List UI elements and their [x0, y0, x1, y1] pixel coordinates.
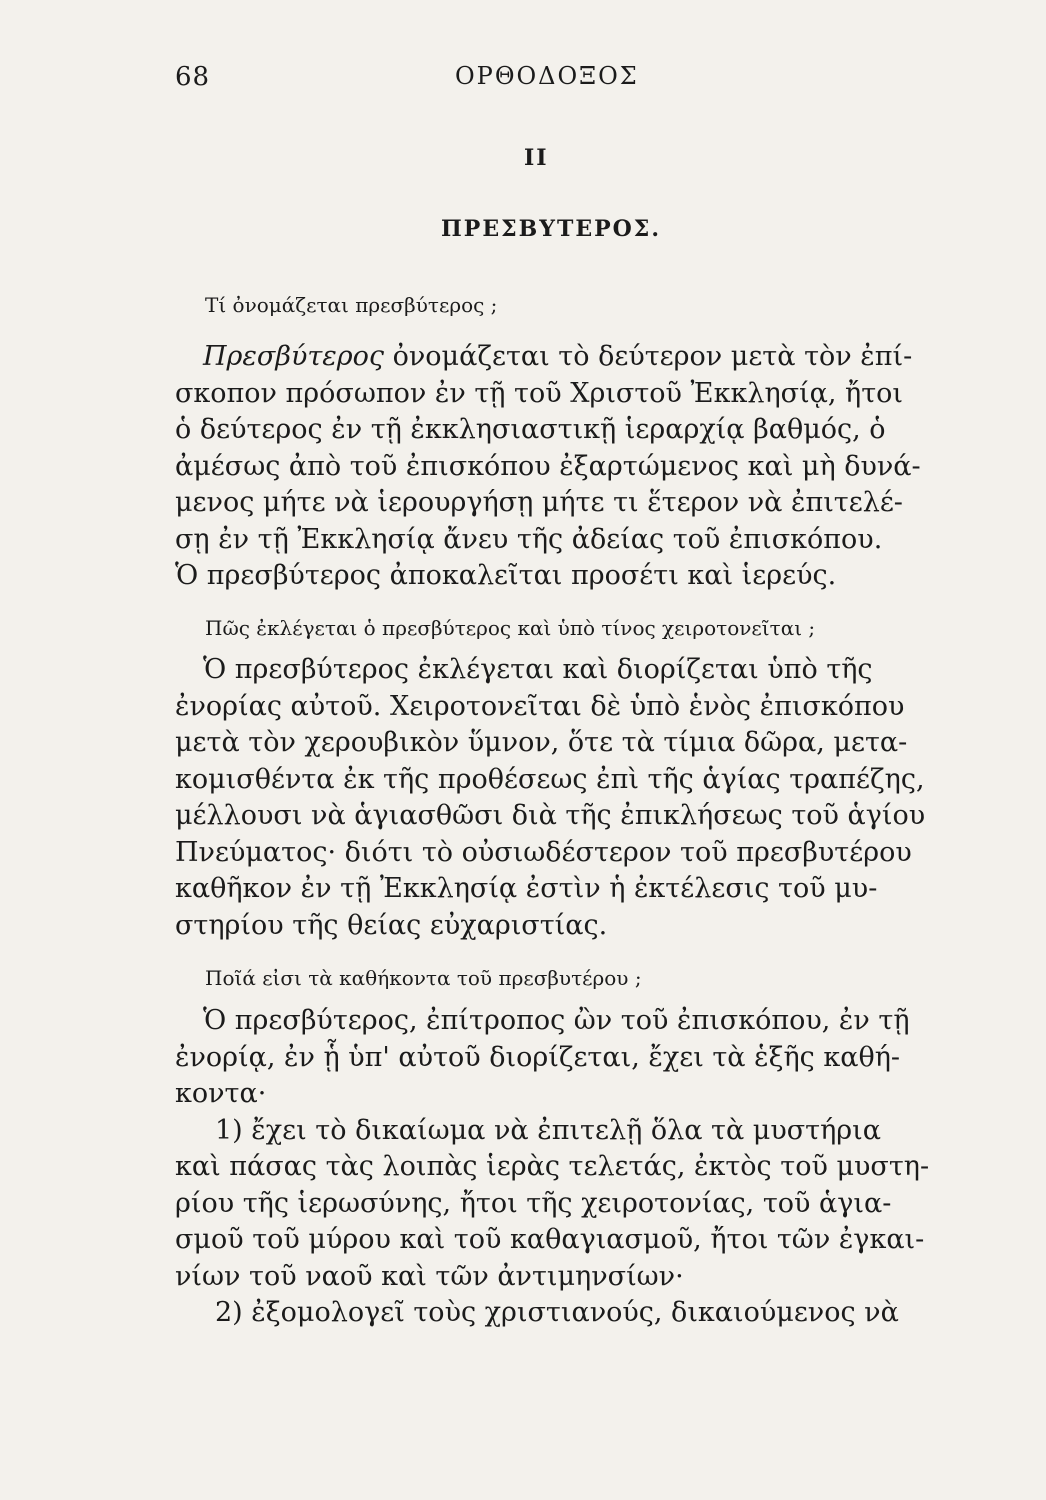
answer-1-line-5: μενος μήτε νὰ ἱερουργήσῃ μήτε τι ἕτερον νὰ ἐπιτελέ-	[175, 487, 903, 518]
answer-2-line-6: Πνεύματος· διότι τὸ οὐσιωδέστερον τοῦ πρεσβυτέρου	[175, 836, 912, 868]
answer-3	[175, 1003, 930, 1332]
section-number: II	[524, 145, 549, 171]
question-1: Τί ὀνομάζεται πρεσβύτερος ;	[205, 293, 498, 317]
answer-1-term: Πρεσβύτερος	[203, 341, 385, 372]
answer-2-line-8: στηρίου τῆς θείας εὐχαριστίας.	[175, 909, 608, 941]
running-title: ΟΡΘΟΔΟΞΟΣ	[455, 62, 639, 90]
answer-2-line-5: μέλλουσι νὰ ἁγιασθῶσι διὰ τῆς ἐπικλήσεως τοῦ ἁγίου	[175, 800, 926, 831]
answer-3-line-8: νίων τοῦ ναοῦ καὶ τῶν ἀντιμηνσίων·	[175, 1260, 684, 1292]
answer-1-line-6: σῃ ἐν τῇ Ἐκκλησίᾳ ἄνευ τῆς ἀδείας τοῦ ἐπισκόπου.	[175, 523, 883, 555]
question-2: Πῶς ἐκλέγεται ὁ πρεσβύτερος καὶ ὑπὸ τίνος χειροτονεῖται ;	[205, 616, 816, 640]
page-number: 68	[175, 62, 211, 92]
answer-3-line-9: 2) ἐξομολογεῖ τοὺς χριστιανούς, δικαιούμενος νὰ	[215, 1297, 899, 1328]
answer-1-line-1-text: ὀνομάζεται τὸ δεύτερον μετὰ τὸν ἐπί-	[384, 341, 913, 372]
answer-1	[175, 339, 921, 595]
answer-3-line-4: 1) ἔχει τὸ δικαίωμα νὰ ἐπιτελῇ ὅλα τὰ μυστήρια	[215, 1114, 881, 1146]
answer-2-line-7: καθῆκον ἐν τῇ Ἐκκλησίᾳ ἐστὶν ἡ ἐκτέλεσις τοῦ μυ-	[175, 873, 878, 904]
answer-1-line-3: ὁ δεύτερος ἐν τῇ ἐκκλησιαστικῇ ἱεραρχίᾳ βαθμός, ὁ	[175, 414, 886, 445]
answer-2	[175, 652, 926, 944]
question-3: Ποῖά εἰσι τὰ καθήκοντα τοῦ πρεσβυτέρου ;	[205, 966, 642, 990]
answer-1-line-2: σκοπον πρόσωπον ἐν τῇ τοῦ Χριστοῦ Ἐκκλησίᾳ, ἤτοι	[175, 377, 903, 409]
answer-2-line-1: Ὁ πρεσβύτερος ἐκλέγεται καὶ διορίζεται ὑπὸ τῆς	[203, 654, 873, 685]
answer-2-line-2: ἐνορίας αὐτοῦ. Χειροτονεῖται δὲ ὑπὸ ἑνὸς ἐπισκόπου	[175, 690, 905, 722]
section-title: ΠΡΕΣΒΥΤΕΡΟΣ.	[441, 216, 662, 242]
answer-3-line-2: ἐνορίᾳ, ἐν ᾗ ὑπ' αὐτοῦ διορίζεται, ἔχει τὰ ἑξῆς καθή-	[175, 1041, 901, 1073]
answer-3-line-1: Ὁ πρεσβύτερος, ἐπίτροπος ὢν τοῦ ἐπισκόπου, ἐν τῇ	[203, 1005, 910, 1036]
answer-3-line-5: καὶ πάσας τὰς λοιπὰς ἱερὰς τελετάς, ἐκτὸς τοῦ μυστη-	[175, 1151, 930, 1182]
answer-1-line-4: ἀμέσως ἀπὸ τοῦ ἐπισκόπου ἐξαρτώμενος καὶ μὴ δυνά-	[175, 450, 921, 482]
answer-3-line-7: σμοῦ τοῦ μύρου καὶ τοῦ καθαγιασμοῦ, ἤτοι τῶν ἐγκαι-	[175, 1224, 925, 1255]
answer-2-line-3: μετὰ τὸν χερουβικὸν ὕμνον, ὅτε τὰ τίμια δῶρα, μετα-	[175, 727, 908, 758]
answer-3-line-6: ρίου τῆς ἱερωσύνης, ἤτοι τῆς χειροτονίας, τοῦ ἁγια-	[175, 1187, 892, 1219]
answer-3-line-3: κοντα·	[175, 1078, 267, 1109]
answer-1-line-1	[175, 339, 913, 376]
answer-2-line-4: κομισθέντα ἐκ τῆς προθέσεως ἐπὶ τῆς ἁγίας τραπέζης,	[175, 763, 925, 795]
answer-1-line-7: Ὁ πρεσβύτερος ἀποκαλεῖται προσέτι καὶ ἱερεύς.	[175, 560, 837, 591]
